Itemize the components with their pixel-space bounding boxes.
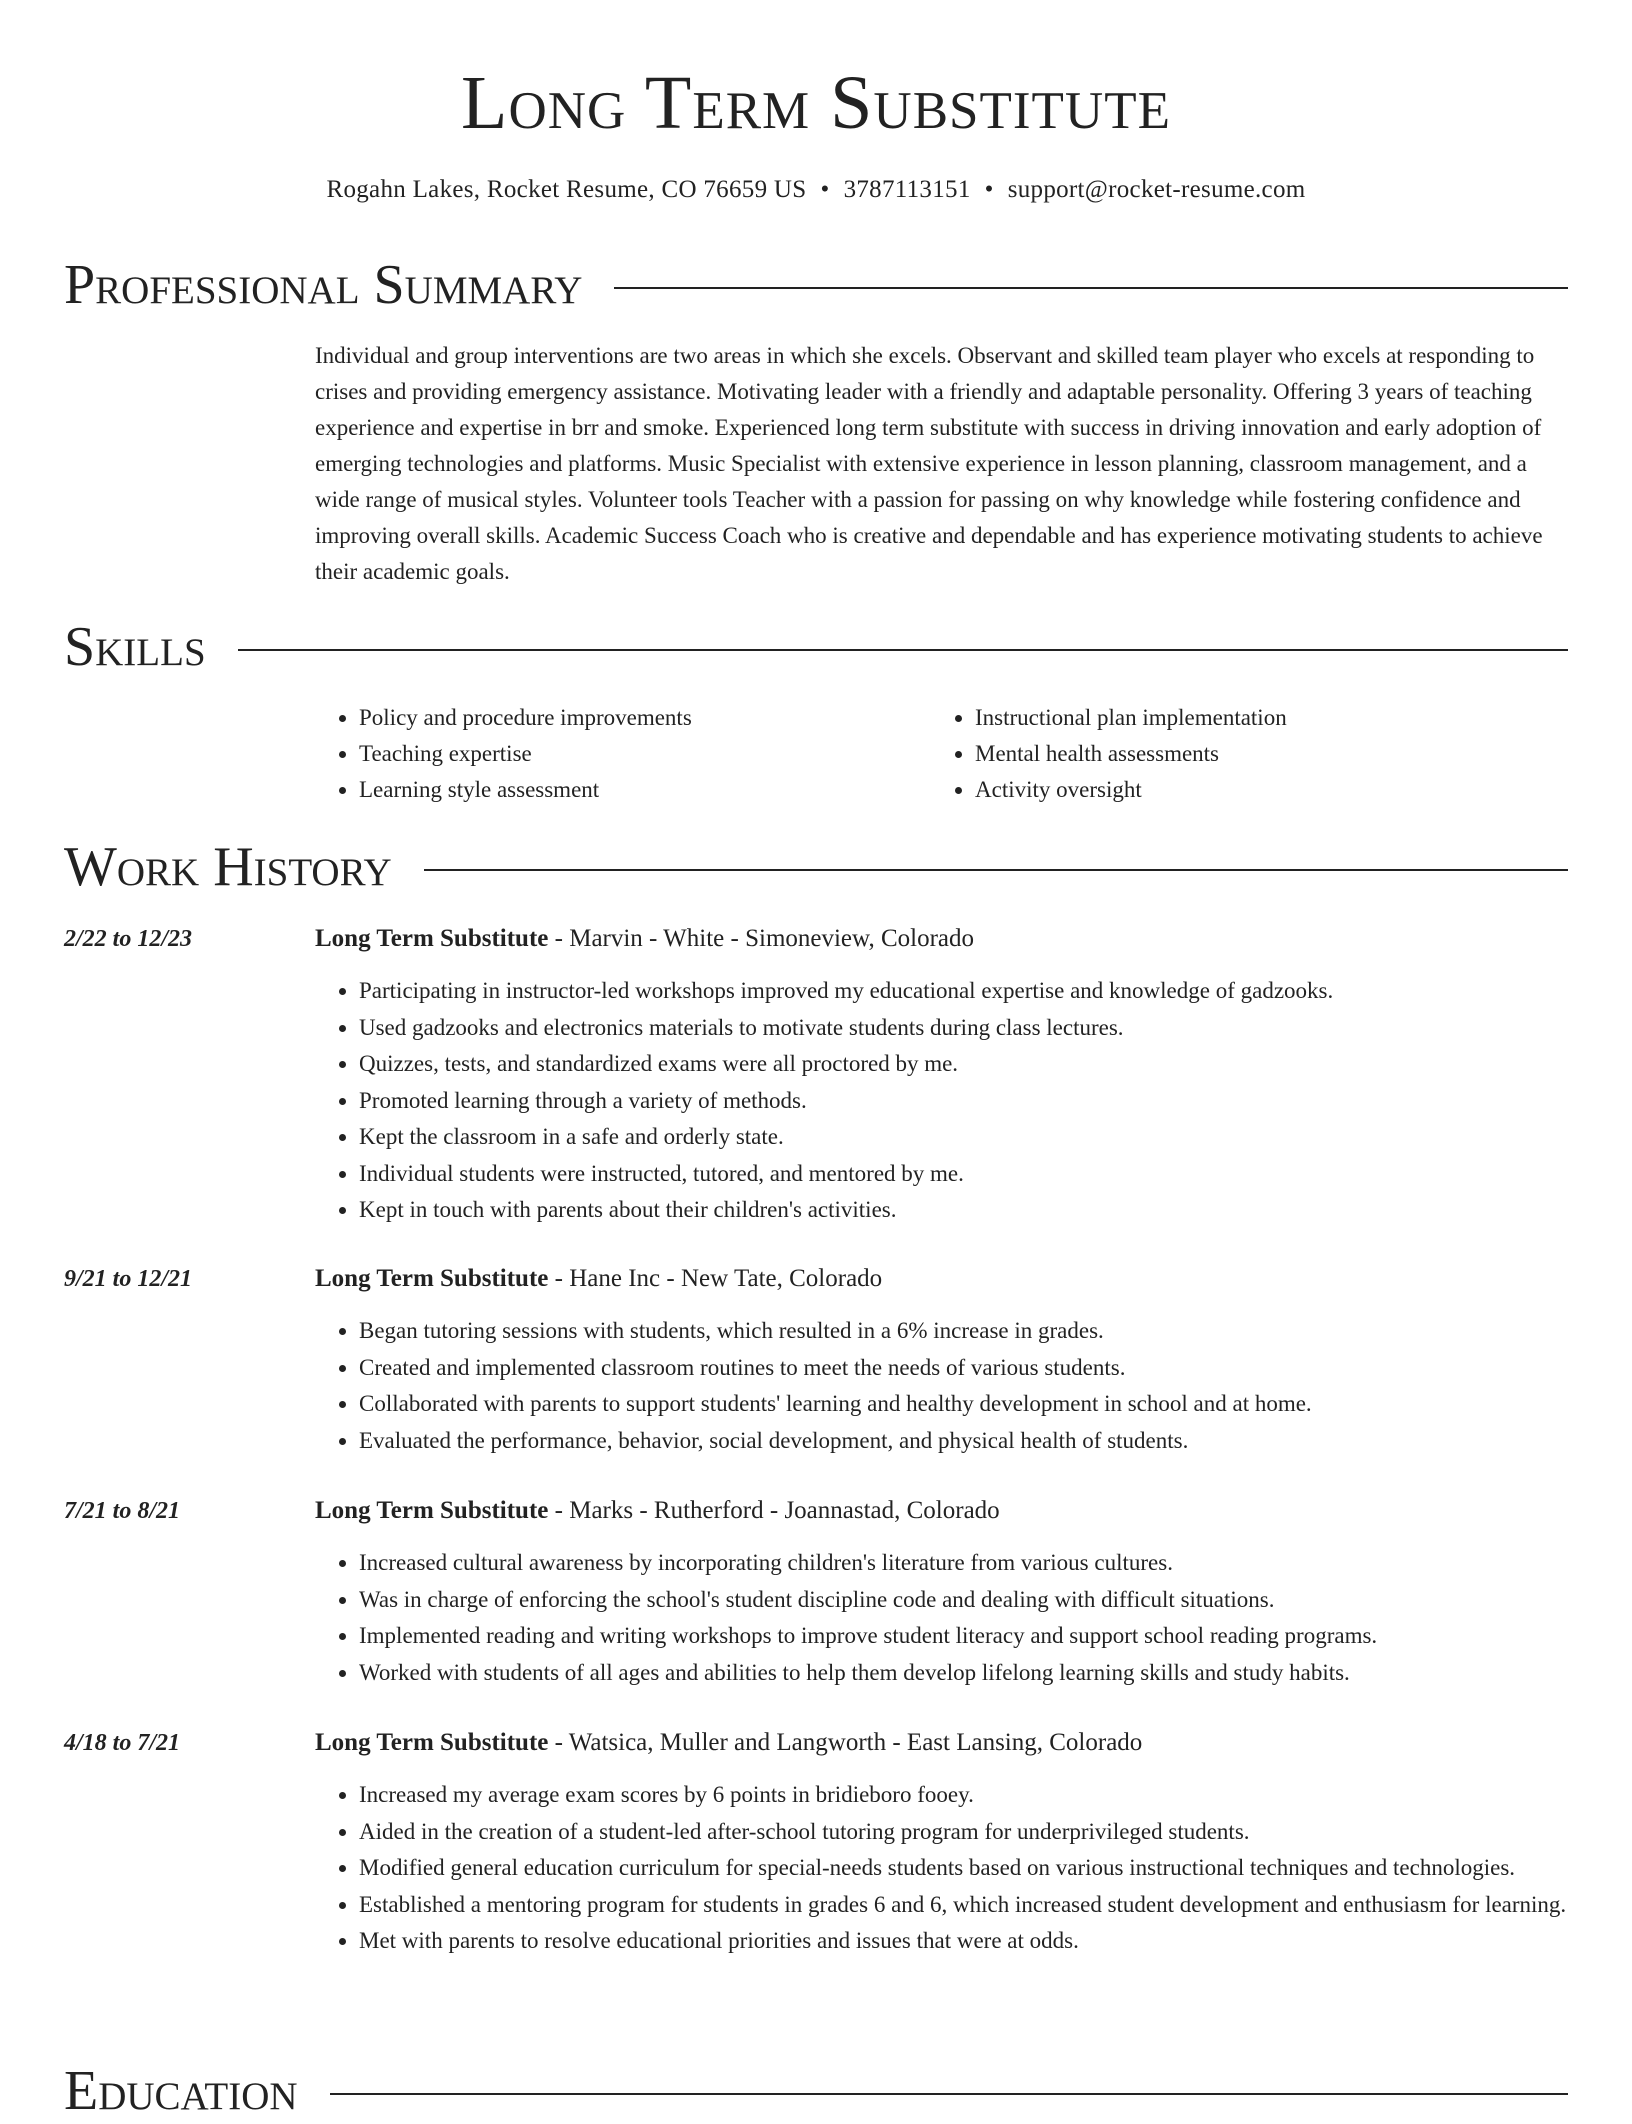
job-title: Long Term Substitute <box>315 1729 549 1756</box>
job-bullet: • Aided in the creation of a student-led after-school tutoring program for underprivileged students. <box>359 1814 1568 1851</box>
job-title-line <box>315 1725 1142 1761</box>
job-bullet: • Met with parents to resolve educational priorities and issues that were at odds. <box>359 1923 1568 1960</box>
summary-paragraph: Individual and group interventions are two areas in which she excels. Observant and skilled team player who excels at responding to crises and providing emergency assistance. Motivating leader with a friendly and adaptable personality. Offering 3 years of teaching experience and expertise in brr and smoke. Experienced long term substitute with success in driving innovation and early adoption of emerging technologies and platforms. Music Specialist with extensive experience in lesson planning, classroom management, and a wide range of musical styles. Volunteer tools Teacher with a passion for passing on why knowledge while fostering confidence and improving overall skills. Academic Success Coach who is creative and dependable and has experience motivating students to achieve their academic goals. <box>315 343 1543 584</box>
job-title: Long Term Substitute <box>315 1497 549 1524</box>
job-bullet: • Participating in instructor-led workshops improved my educational expertise and knowledge of gadzooks. <box>359 973 1568 1010</box>
skills-list-right <box>931 700 1547 808</box>
skills-list-left <box>315 700 931 808</box>
section-header-education <box>64 2058 1568 2124</box>
contact-address: Rogahn Lakes, Rocket Resume, CO 76659 US <box>326 176 807 203</box>
job-bullets <box>315 1545 1568 1691</box>
job-bullet: • Promoted learning through a variety of methods. <box>359 1083 1568 1120</box>
section-header-summary <box>64 252 1568 318</box>
job-bullet: • Began tutoring sessions with students, which resulted in a 6% increase in grades. <box>359 1313 1568 1350</box>
skill-item: • Mental health assessments <box>975 736 1547 772</box>
resume-name-heading: Long Term Substitute <box>461 61 1171 145</box>
skill-item: • Instructional plan implementation <box>975 700 1547 736</box>
job-title-line <box>315 1493 1000 1529</box>
skill-item: • Activity oversight <box>975 772 1547 808</box>
contact-separator: • <box>820 176 830 203</box>
job-bullet: • Evaluated the performance, behavior, social development, and physical health of students. <box>359 1423 1568 1460</box>
contact-phone: 3787113151 <box>843 176 971 203</box>
job-bullet: • Kept the classroom in a safe and orderly state. <box>359 1119 1568 1156</box>
job-bullets <box>315 1777 1568 1960</box>
section-header-work <box>64 834 1568 900</box>
job-employer: - Marvin - White - Simoneview, Colorado <box>548 925 975 952</box>
section-header-skills <box>64 614 1568 680</box>
job-title: Long Term Substitute <box>315 925 549 952</box>
section-divider <box>614 287 1568 289</box>
job-bullets <box>315 1313 1568 1459</box>
job-bullet: • Kept in touch with parents about their children's activities. <box>359 1192 1568 1229</box>
contact-line <box>64 172 1568 208</box>
skill-item: • Learning style assessment <box>359 772 931 808</box>
job-dates: 9/21 to 12/21 <box>64 1266 193 1292</box>
section-title-summary: Professional Summary <box>64 254 583 316</box>
section-title-skills: Skills <box>64 616 206 678</box>
job-bullet: • Modified general education curriculum for special-needs students based on various instructional techniques and technologies. <box>359 1850 1568 1887</box>
job-bullet: • Collaborated with parents to support students' learning and healthy development in school and at home. <box>359 1386 1568 1423</box>
job-title-line <box>315 921 974 957</box>
job-bullet: • Quizzes, tests, and standardized exams were all proctored by me. <box>359 1046 1568 1083</box>
job-bullets <box>315 973 1568 1229</box>
job-bullet: • Established a mentoring program for students in grades 6 and 6, which increased student development and enthusiasm for learning. <box>359 1887 1568 1924</box>
skills-columns <box>315 700 1555 808</box>
job-dates: 4/18 to 7/21 <box>64 1730 181 1756</box>
job-bullet: • Worked with students of all ages and abilities to help them develop lifelong learning skills and study habits. <box>359 1655 1568 1692</box>
contact-email[interactable]: support@rocket-resume.com <box>1007 176 1306 203</box>
job-bullet: • Increased my average exam scores by 6 points in bridieboro fooey. <box>359 1777 1568 1814</box>
job-employer: - Hane Inc - New Tate, Colorado <box>548 1265 883 1292</box>
section-divider <box>238 649 1568 651</box>
job-bullet: • Increased cultural awareness by incorporating children's literature from various cultures. <box>359 1545 1568 1582</box>
job-bullet: • Implemented reading and writing workshops to improve student literacy and support school reading programs. <box>359 1618 1568 1655</box>
job-bullet: • Was in charge of enforcing the school's student discipline code and dealing with difficult situations. <box>359 1582 1568 1619</box>
job-title: Long Term Substitute <box>315 1265 549 1292</box>
section-divider <box>330 2093 1568 2095</box>
section-title-work: Work History <box>64 836 392 898</box>
skill-item: • Teaching expertise <box>359 736 931 772</box>
job-employer: - Marks - Rutherford - Joannastad, Colorado <box>548 1497 1000 1524</box>
job-dates: 7/21 to 8/21 <box>64 1498 181 1524</box>
job-bullet: • Individual students were instructed, tutored, and mentored by me. <box>359 1156 1568 1193</box>
job-bullet: • Created and implemented classroom routines to meet the needs of various students. <box>359 1350 1568 1387</box>
job-dates: 2/22 to 12/23 <box>64 926 193 952</box>
section-title-education: Education <box>64 2060 298 2122</box>
job-title-line <box>315 1261 882 1297</box>
contact-separator: • <box>984 176 994 203</box>
job-employer: - Watsica, Muller and Langworth - East Lansing, Colorado <box>548 1729 1143 1756</box>
skill-item: • Policy and procedure improvements <box>359 700 931 736</box>
section-divider <box>424 869 1568 871</box>
job-bullet: • Used gadzooks and electronics materials to motivate students during class lectures. <box>359 1010 1568 1047</box>
